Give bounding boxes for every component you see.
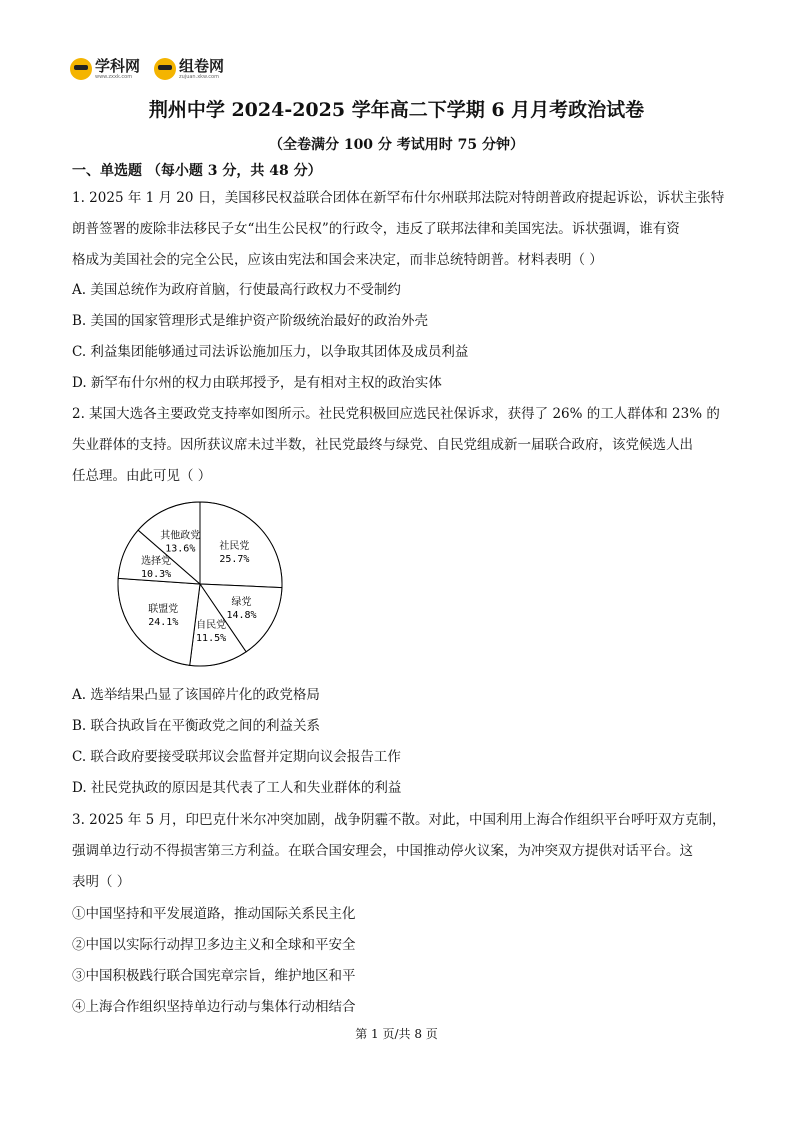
- zujuanwang-logo: [154, 58, 224, 80]
- option-a: A. 美国总统作为政府首脑，行使最高行政权力不受制约: [72, 282, 401, 298]
- xuekewang-logo: [70, 58, 140, 80]
- pie-slice-label: 绿党: [231, 597, 252, 609]
- question-stem-line: 朗普签署的废除非法移民子女“出生公民权”的行政令，违反了联邦法律和美国宪法。诉状强调，谁有资: [72, 221, 680, 237]
- statement-1: ①中国坚持和平发展道路，推动国际关系民主化: [72, 906, 356, 922]
- pie-slice-label: 选择党: [141, 555, 172, 567]
- option-b: B. 联合执政旨在平衡政党之间的利益关系: [72, 718, 321, 734]
- logo-name: 组卷网: [179, 56, 225, 75]
- logo-name: 学科网: [95, 56, 141, 75]
- question-stem-line: 表明（ ）: [72, 874, 131, 890]
- option-c: C. 利益集团能够通过司法诉讼施加压力，以争取其团体及成员利益: [72, 344, 469, 360]
- question-stem-line: 1. 2025 年 1 月 20 日，美国移民权益联合团体在新罕布什尔州联邦法院对特朗普政府提起诉讼，诉状主张特: [72, 190, 725, 206]
- pie-slice-label: 社民党: [219, 541, 250, 553]
- option-c: C. 联合政府要接受联邦议会监督并定期向议会报告工作: [72, 749, 401, 765]
- option-d: D. 新罕布什尔州的权力由联邦授予，是有相对主权的政治实体: [72, 375, 442, 391]
- statement-4: ④上海合作组织坚持单边行动与集体行动相结合: [72, 999, 356, 1015]
- logo-sub: www.zxxk.com: [95, 73, 133, 80]
- pie-slice-label: 自民党: [196, 620, 227, 632]
- option-d: D. 社民党执政的原因是其代表了工人和失业群体的利益: [72, 780, 402, 796]
- section-heading: 一、单选题 （每小题 3 分，共 48 分）: [72, 163, 322, 179]
- option-a: A. 选举结果凸显了该国碎片化的政党格局: [72, 687, 320, 703]
- logo-row: [70, 58, 224, 80]
- option-b: B. 美国的国家管理形式是维护资产阶级统治最好的政治外壳: [72, 313, 429, 329]
- pie-slice-value: 14.8%: [226, 610, 257, 622]
- question-stem-line: 3. 2025 年 5 月，印巴克什米尔冲突加剧，战争阴霾不散。对此，中国利用上海合作组织平台呼吁双方克制，: [72, 812, 726, 828]
- question-stem-line: 格成为美国社会的完全公民，应该由宪法和国会来决定，而非总统特朗普。材料表明（ ）: [72, 252, 603, 268]
- party-support-pie-chart: [115, 498, 285, 670]
- statement-3: ③中国积极践行联合国宪章宗旨，维护地区和平: [72, 968, 356, 984]
- pie-slice-value: 11.5%: [196, 633, 227, 645]
- question-stem-line: 2. 某国大选各主要政党支持率如图所示。社民党积极回应选民社保诉求，获得了 26% 的工人群体和 23% 的: [72, 406, 720, 422]
- question-stem-line: 任总理。由此可见（ ）: [72, 468, 212, 484]
- pie-slice-value: 24.1%: [148, 617, 179, 629]
- logo-sub: zujuan.xkw.com: [179, 73, 219, 80]
- question-stem-line: 失业群体的支持。因所获议席未过半数，社民党最终与绿党、自民党组成新一届联合政府，该党候选人出: [72, 437, 693, 453]
- page-subtitle: （全卷满分 100 分 考试用时 75 分钟）: [268, 137, 525, 153]
- pie-slice-value: 25.7%: [219, 554, 250, 566]
- page-title: 荆州中学 2024-2025 学年高二下学期 6 月月考政治试卷: [148, 99, 645, 121]
- owl-icon: [70, 58, 92, 80]
- pie-slice-label: 其他政党: [160, 530, 201, 542]
- owl-icon: [154, 58, 176, 80]
- pie-slice-value: 13.6%: [165, 543, 196, 555]
- question-stem-line: 强调单边行动不得损害第三方利益。在联合国安理会，中国推动停火议案，为冲突双方提供对话平台。这: [72, 843, 693, 859]
- page-number: 第 1 页/共 8 页: [355, 1027, 438, 1041]
- pie-slice-value: 10.3%: [141, 568, 172, 580]
- statement-2: ②中国以实际行动捍卫多边主义和全球和平安全: [72, 937, 356, 953]
- pie-slice-label: 联盟党: [148, 604, 179, 616]
